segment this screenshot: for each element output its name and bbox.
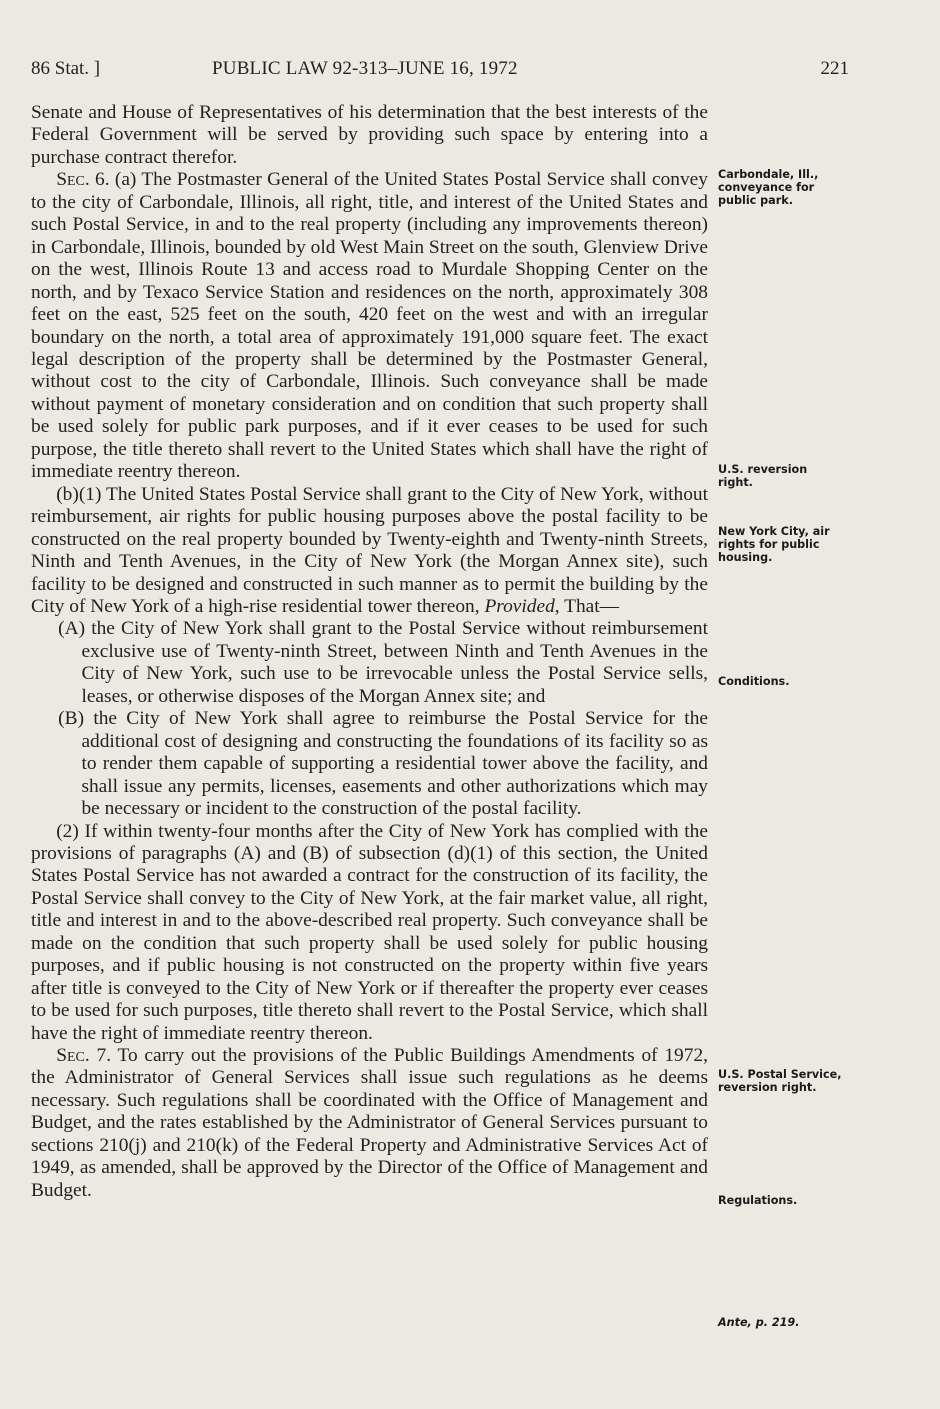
margin-note-carbondale: Carbondale, Ill., conveyance for public park. xyxy=(718,168,819,207)
margin-note-postal-reversion: U.S. Postal Service, reversion right. xyxy=(718,1068,842,1094)
statute-reference: 86 Stat. ] xyxy=(31,58,101,79)
margin-note-new-york: New York City, air rights for public housing. xyxy=(718,525,830,564)
paragraph-text: To carry out the provisions of the Public Buildings Amendments of 1972, the Administrator of General Services shall issue such regulations as he deems necessary. Such regulations shall be coordinated with the Office of Management and Budget, and the rates established by the Administrator of General Services pursuant to sections 210(j) and 210(k) of the Federal Property and Administrative Services Act of 1949, as amended, shall be approved by the Director of the Office of Management and Budget. xyxy=(31,1045,708,1201)
page-title: PUBLIC LAW 92-313–JUNE 16, 1972 xyxy=(212,58,518,79)
section-label: Sec. 6. xyxy=(56,169,110,191)
section-label: Sec. 7. xyxy=(56,1045,112,1067)
paragraph: Senate and House of Representatives of his determination that the best interests of the Federal Government will be served by providing such space by entering into a purchase contract therefor. xyxy=(31,102,708,168)
page-number: 221 xyxy=(820,58,849,79)
margin-note-ante: Ante, p. 219. xyxy=(718,1316,800,1329)
margin-note-regulations: Regulations. xyxy=(718,1194,798,1207)
clause-b: (B) the City of New York shall agree to reimburse the Postal Service for the additional cost of designing and constructing the foundations of its facility so as to render them capable of supporting a residential tower above the facility, and shall issue any permits, licenses, easements and other authorizations which may be necessary or incident to the construction of the postal facility. xyxy=(58,708,708,820)
subsection-b-paragraph xyxy=(31,484,708,619)
subsection-2-paragraph: (2) If within twenty-four months after the City of New York has complied with the provisions of paragraphs (A) and (B) of subsection (d)(1) of this section, the United States Postal Service has not awarded a contract for the construction of its facility, the Postal Service shall convey to the City of New York, at the fair market value, all right, title and interest in and to the above-described real property. Such conveyance shall be made on the condition that such property shall be used solely for public housing purposes, and if public housing is not constructed on the property within five years after title is conveyed to the City of New York or if thereafter the property ever ceases to be used for such purposes, title thereto shall revert to the Postal Service, which shall have the right of immediate reentry thereon. xyxy=(31,820,708,1044)
clause-a: (A) the City of New York shall grant to the Postal Service without reimbursement exclusive use of Twenty-ninth Street, between Ninth and Tenth Avenues in the City of New York, such use to be irrevocable unless the Postal Service sells, leases, or otherwise disposes of the Morgan Annex site; and xyxy=(58,618,708,707)
paragraph-text: , That— xyxy=(554,595,620,617)
provided-label: Provided xyxy=(484,595,555,617)
paragraph-text: (a) The Postmaster General of the United States Postal Service shall convey to the city of Carbondale, Illinois, all right, title, and interest of the United States and such Postal Service, in and to the real property (including any improvements thereon) in Carbondale, Illinois, bounded by old West Main Street on the south, Glenview Drive on the west, Illinois Route 13 and access road to Murdale Shopping Center on the north, and by Texaco Service Station and residences on the north, approximately 308 feet on the east, 525 feet on the south, 420 feet on the west and with an irregular boundary on the north, a total area of approximately 191,000 square feet. The exact legal description of the property shall be determined by the Postmaster General, without cost to the city of Carbondale, Illinois. Such conveyance shall be made without payment of monetary consideration and on condition that such property shall be used solely for public park purposes, and if it ever ceases to be used for such purpose, the title thereto shall revert to the United States which shall have the right of immediate reentry thereon. xyxy=(31,169,708,483)
section-6-paragraph xyxy=(31,169,708,483)
margin-note-conditions: Conditions. xyxy=(718,675,790,688)
main-text xyxy=(31,102,708,1202)
section-7-paragraph xyxy=(31,1045,708,1202)
margin-note-us-reversion: U.S. reversion right. xyxy=(718,463,808,489)
paragraph-text: (b)(1) The United States Postal Service shall grant to the City of New York, without reimbursement, air rights for public housing purposes above the postal facility to be constructed on the real property bounded by Twenty-eighth and Twenty-ninth Streets, Ninth and Tenth Avenues, in the City of New York (the Morgan Annex site), such facility to be designed and constructed in such manner as to permit the building by the City of New York of a high-rise residential tower thereon, xyxy=(31,483,708,617)
page-header xyxy=(31,58,849,84)
